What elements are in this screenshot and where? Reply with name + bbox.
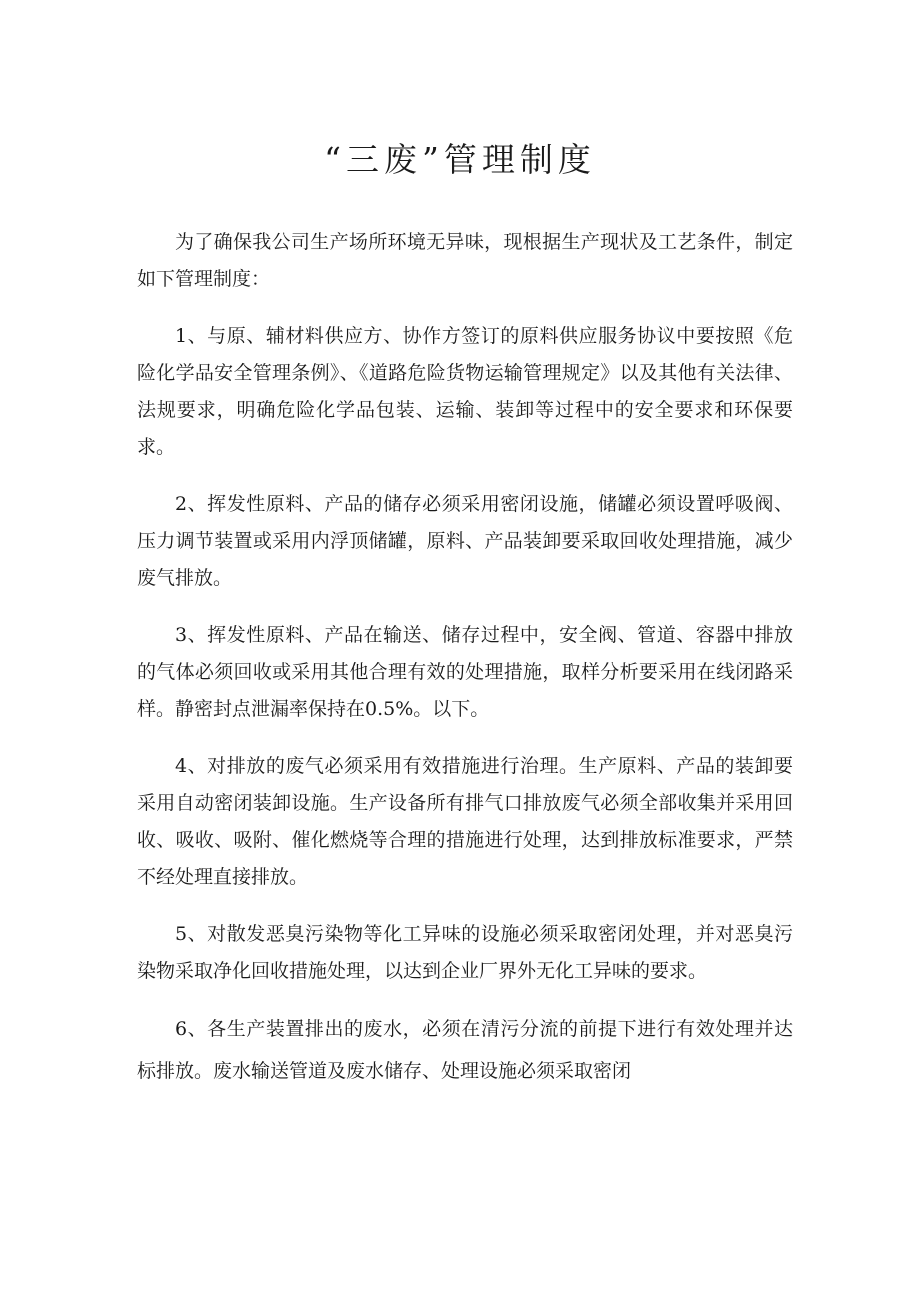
document-title: “三废”管理制度 — [324, 140, 596, 179]
paragraph-item-5: 5、对散发恶臭污染物等化工异味的设施必须采取密闭处理，并对恶臭污染物采取净化回收措施处理，以达到企业厂界外无化工异味的要求。 — [137, 923, 793, 982]
paragraph-item-3: 3、挥发性原料、产品在输送、储存过程中，安全阀、管道、容器中排放的气体必须回收或采用其他合理有效的处理措施，取样分析要采用在线闭路采样。静密封点泄漏率保持在0.5%。以下。 — [137, 624, 793, 720]
paragraph-item-6: 6、各生产装置排出的废水，必须在清污分流的前提下进行有效处理并达标排放。废水输送管道及废水储存、处理设施必须采取密闭 — [137, 1018, 793, 1082]
paragraph-item-4: 4、对排放的废气必须采用有效措施进行治理。生产原料、产品的装卸要采用自动密闭装卸设施。生产设备所有排气口排放废气必须全部收集并采用回收、吸收、吸附、催化燃烧等合理的措施进行处理，达到排放标准要求，严禁不经处理直接排放。 — [137, 755, 793, 888]
paragraph-item-1: 1、与原、辅材料供应方、协作方签订的原料供应服务协议中要按照《危险化学品安全管理条例》、《道路危险货物运输管理规定》以及其他有关法律、法规要求，明确危险化学品包装、运输、装卸等过程中的安全要求和环保要求。 — [137, 325, 793, 458]
document-body — [137, 224, 793, 1092]
paragraph-item-2: 2、挥发性原料、产品的储存必须采用密闭设施，储罐必须设置呼吸阀、压力调节装置或采用内浮顶储罐，原料、产品装卸要采取回收处理措施，减少废气排放。 — [137, 493, 793, 589]
paragraph-intro: 为了确保我公司生产场所环境无异味，现根据生产现状及工艺条件，制定如下管理制度： — [137, 231, 793, 290]
